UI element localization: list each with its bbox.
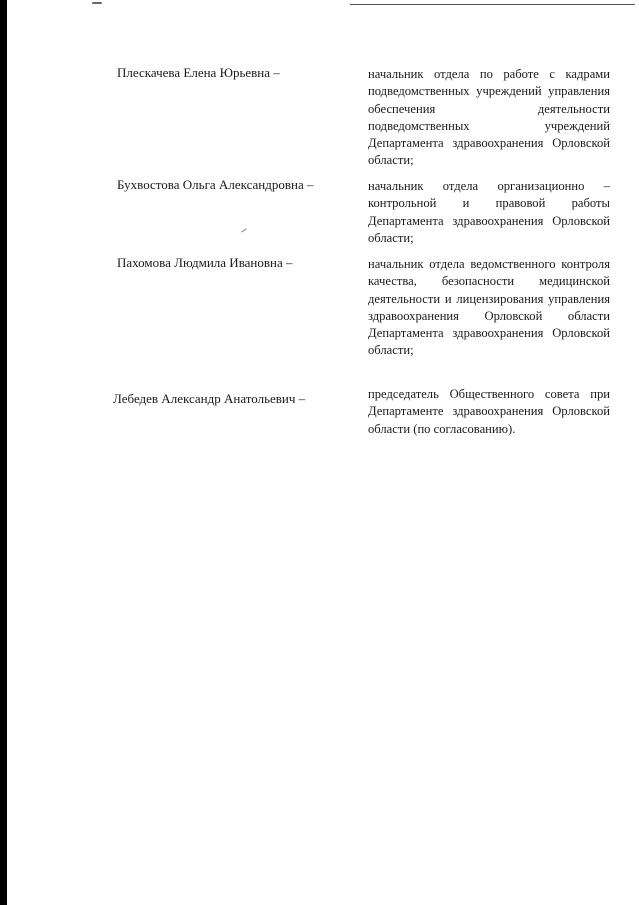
scan-left-edge: [0, 0, 7, 905]
member-role: начальник отдела по работе с кадрами подведомственных учреждений управления обеспечения деятельности подведомственных учреждений Департамента здравоохранения Орловской области;: [368, 67, 610, 168]
member-name: Плескачева Елена Юрьевна –: [117, 65, 280, 80]
member-role: начальник отдела ведомственного контроля качества, безопасности медицинской деятельности и лицензирования управления здравоохранения Орловской области Департамента здравоохранения Орловской области;: [368, 257, 610, 358]
member-name: Пахомова Людмила Ивановна –: [117, 255, 293, 270]
scan-speck: [241, 228, 246, 232]
scan-mark: [92, 2, 102, 4]
member-name: Лебедев Александр Анатольевич –: [113, 391, 306, 406]
top-rule: [350, 4, 635, 5]
member-role: председатель Общественного совета при Департаменте здравоохранения Орловской области (по согласованию).: [368, 387, 610, 436]
member-role: начальник отдела организационно – контрольной и правовой работы Департамента здравоохранения Орловской области;: [368, 179, 610, 245]
member-name: Бухвостова Ольга Александровна –: [117, 177, 314, 192]
